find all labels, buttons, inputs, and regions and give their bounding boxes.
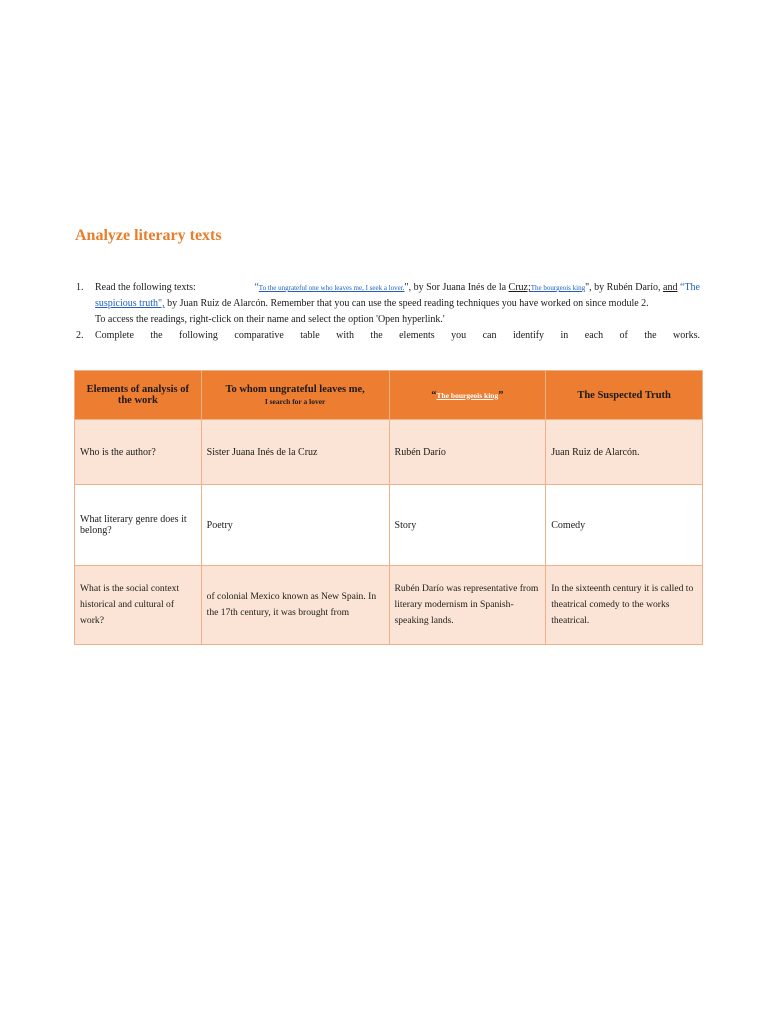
cell-alarcon: Comedy: [546, 485, 703, 566]
page-heading: Analyze literary texts: [75, 227, 222, 244]
cell-dario: Rubén Darío: [389, 420, 546, 485]
cell-juana: of colonial Mexico known as New Spain. In the 17th century, it was brought from: [201, 566, 389, 645]
cell-alarcon: In the sixteenth century it is called to theatrical comedy to the works theatrical.: [546, 566, 703, 645]
header-ungrateful: [201, 371, 389, 420]
link-bourgeois-king[interactable]: The bourgeois king: [530, 284, 586, 292]
table-header-row: [75, 371, 703, 420]
instruction-item-1: [76, 280, 700, 328]
cell-juana: Poetry: [201, 485, 389, 566]
link-suspicious-truth[interactable]: suspicious truth",: [95, 298, 165, 309]
header-ungrateful-main: To whom ungrateful leaves me,: [225, 384, 365, 395]
row-question: Who is the author?: [75, 420, 202, 485]
instruction-number: 1.: [76, 282, 84, 293]
header-close-quote: ”: [498, 389, 504, 401]
header-open-quote: “: [431, 389, 437, 401]
link-suspicious-truth-start[interactable]: “The: [680, 282, 700, 293]
instruction-remember: by Juan Ruiz de Alarcón. Remember that you can use the speed reading techniques you have worked on since module 2.: [167, 298, 649, 309]
link-ungrateful-one[interactable]: To the ungrateful one who leaves me, I seek a lover.: [258, 284, 405, 292]
comparative-table: [74, 370, 703, 645]
row-question: What is the social context historical and cultural of work?: [75, 566, 202, 645]
cell-alarcon: Juan Ruiz de Alarcón.: [546, 420, 703, 485]
instruction-author-1: ", by Sor Juana Inés de la: [404, 282, 507, 293]
header-ungrateful-sub: I search for a lover: [264, 397, 326, 406]
table-row: [75, 485, 703, 566]
row-question: What literary genre does it belong?: [75, 485, 202, 566]
instruction-cruz: Cruz;: [508, 282, 531, 293]
instruction-number: 2.: [76, 330, 84, 341]
instruction-access: To access the readings, right-click on their name and select the option 'Open hyperlink.': [95, 314, 445, 325]
cell-dario: Rubén Darío was representative from literary modernism in Spanish-speaking lands.: [389, 566, 546, 645]
instruction-item-2: [76, 328, 700, 344]
header-suspected-truth: The Suspected Truth: [546, 371, 703, 420]
header-bourgeois-king-link[interactable]: The bourgeois king: [436, 390, 499, 400]
instruction-read-label: Read the following texts:: [95, 282, 196, 293]
header-bourgeois-king: [389, 371, 546, 420]
table-row: [75, 566, 703, 645]
table-row: [75, 420, 703, 485]
cell-juana: Sister Juana Inés de la Cruz: [201, 420, 389, 485]
instruction-and: and: [663, 282, 678, 293]
cell-dario: Story: [389, 485, 546, 566]
header-elements-analysis: Elements of analysis of the work: [75, 371, 202, 420]
instruction-author-2: ", by Rubén Darío,: [585, 282, 661, 293]
instructions-list: [76, 280, 700, 344]
open-quote: “: [254, 282, 259, 293]
instruction-complete: Complete the following comparative table with the elements you can identify in each of the works.: [95, 330, 700, 341]
